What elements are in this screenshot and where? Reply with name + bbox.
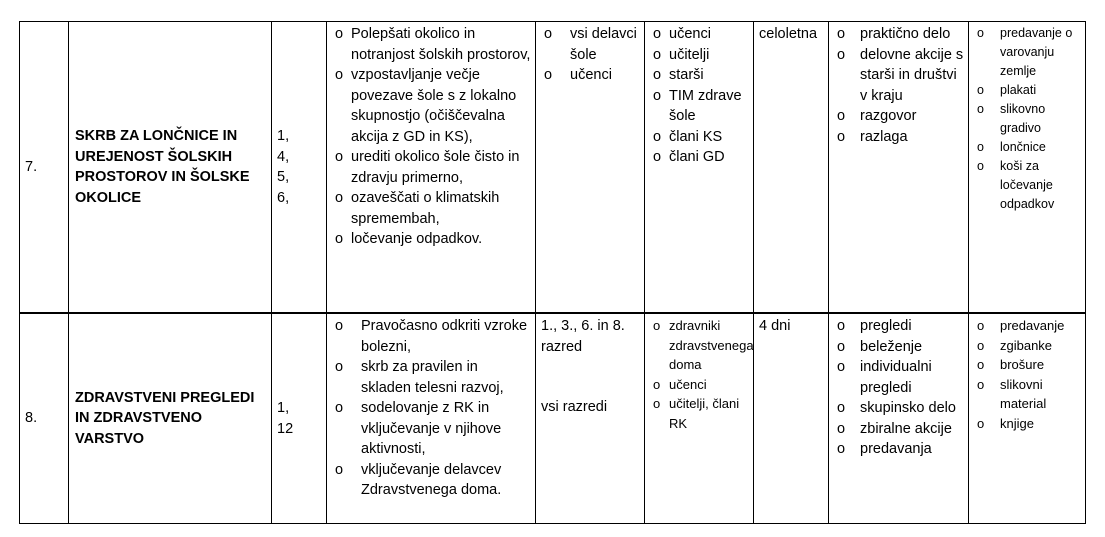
list-item: o urediti okolico šole čisto in zdravju primerno, [332,147,531,188]
participants-cell [536,22,645,314]
grade: 12 [277,420,294,437]
list-item: o vključevanje delavcev Zdravstvenega doma. [332,460,531,501]
grade: 4, [277,148,290,165]
program-table [19,21,1086,524]
list-item: o učenci [541,65,640,86]
materials-cell [969,22,1086,314]
list-item: o člani GD [650,147,749,168]
list-item: o skrb za pravilen in skladen telesni razvoj, [332,357,531,398]
list-item: o vsi delavci šole [541,24,640,65]
participants-text: vsi razredi [541,399,608,415]
list-item: o učenci [650,24,749,45]
list-item: o predavanje [974,316,1081,336]
list-item: o plakati [974,81,1081,100]
grade: 1, [277,400,290,416]
executors-cell [645,313,754,524]
grade: 6, [277,189,290,206]
list-item: o pregledi [834,316,964,337]
list-item: o sodelovanje z RK in vključevanje v njihove aktivnosti, [332,398,531,460]
list-item: o knjige [974,414,1081,434]
time-cell: celoletna [754,22,829,314]
list-item: o razlaga [834,127,964,148]
list-item: o zbiralne akcije [834,419,964,440]
list-item: o lončnice [974,138,1081,157]
list-item: o Polepšati okolico in notranjost šolskih prostorov, [332,24,531,65]
materials-cell [969,313,1086,524]
list-item: o učitelji [650,45,749,66]
list-item: o koši za ločevanje odpadkov [974,157,1081,214]
list-item: o učitelji, člani RK [650,394,749,433]
list-item: o starši [650,65,749,86]
list-item: o beleženje [834,337,964,358]
list-item: o praktično delo [834,24,964,45]
list-item: o predavanje o varovanju zemlje [974,24,1081,81]
grades-cell [272,313,327,524]
list-item: o delovne akcije s starši in društvi v kraju [834,45,964,107]
list-item: o ozaveščati o klimatskih spremembah, [332,188,531,229]
list-item: o vzpostavljanje večje povezave šole s z lokalno skupnostjo (očiščevalna akcija z GD in KS), [332,65,531,147]
participants-text: 1., 3., 6. in 8. razred [541,318,625,355]
activity-title: SKRB ZA LONČNICE IN UREJENOST ŠOLSKIH PROSTOROV IN ŠOLSKE OKOLICE [69,22,272,314]
list-item: o Pravočasno odkriti vzroke bolezni, [332,316,531,357]
list-item: o člani KS [650,127,749,148]
list-item: o ločevanje odpadkov. [332,229,531,250]
executors-cell [645,22,754,314]
list-item: o predavanja [834,439,964,460]
list-item: o brošure [974,355,1081,375]
grades-cell [272,22,327,314]
row-number: 7. [20,22,69,314]
list-item: o učenci [650,375,749,395]
table-row [20,22,1086,314]
list-item: o slikovno gradivo [974,100,1081,138]
grade: 1, [277,128,290,144]
list-item: o zdravniki zdravstvenega doma [650,316,749,375]
list-item: o razgovor [834,106,964,127]
methods-cell [829,22,969,314]
activity-title: ZDRAVSTVENI PREGLEDI IN ZDRAVSTVENO VARSTVO [69,313,272,524]
goals-cell [327,313,536,524]
methods-cell [829,313,969,524]
list-item: o individualni pregledi [834,357,964,398]
time-cell: 4 dni [754,313,829,524]
list-item: o TIM zdrave šole [650,86,749,127]
goals-cell [327,22,536,314]
row-number: 8. [20,313,69,524]
participants-cell [536,313,645,524]
grade: 5, [277,169,290,185]
list-item: o zgibanke [974,336,1081,356]
list-item: o slikovni material [974,375,1081,414]
list-item: o skupinsko delo [834,398,964,419]
table-row [20,313,1086,524]
